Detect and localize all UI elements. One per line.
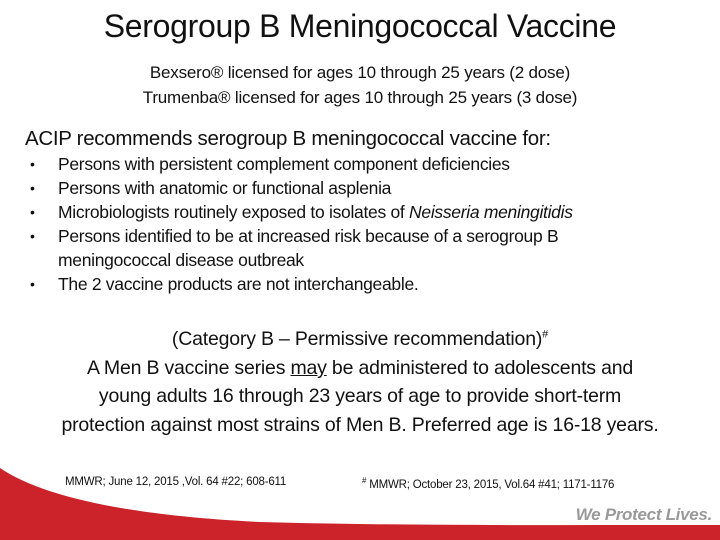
bullet-icon: •: [30, 156, 35, 172]
bexsero-license: Bexsero® licensed for ages 10 through 25 years (2 dose): [149, 63, 571, 82]
recommendation-line-3: protection against most strains of Men B. Preferred age is 16-18 years.: [61, 414, 659, 436]
slide-title: Serogroup B Meningococcal Vaccine: [103, 8, 617, 44]
bullet-icon: •: [30, 180, 35, 196]
category-line: (Category B – Permissive recommendation)#: [171, 328, 549, 350]
reference-2: # MMWR; October 23, 2015, Vol.64 #41; 1171-1176: [362, 476, 615, 491]
recommendation-line-1: A Men B vaccine series may be administered to adolescents and: [86, 357, 634, 379]
bullet-icon: •: [30, 228, 35, 244]
acip-heading: ACIP recommends serogroup B meningococcal vaccine for:: [25, 127, 551, 150]
reference-1: MMWR; June 12, 2015 ,Vol. 64 #22; 608-611: [65, 476, 287, 488]
trumenba-license: Trumenba® licensed for ages 10 through 25 years (3 dose): [142, 88, 578, 107]
bullet-icon: •: [30, 204, 35, 220]
species-name: Neisseria meningitidis: [409, 202, 573, 222]
bullet-icon: •: [30, 276, 35, 292]
tagline: We Protect Lives.: [575, 505, 712, 524]
recommendation-line-2: young adults 16 through 23 years of age to provide short-term: [98, 385, 622, 407]
